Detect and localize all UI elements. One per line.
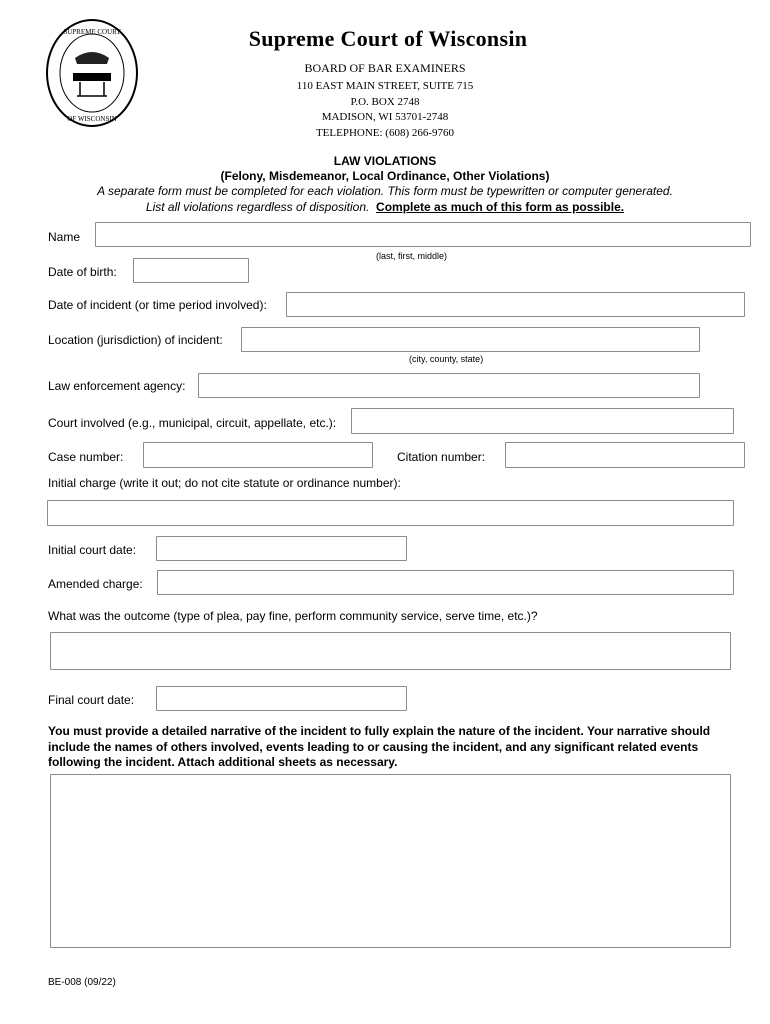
amended-charge-label: Amended charge:: [48, 577, 143, 591]
instruction-2-text: List all violations regardless of disposition.: [145, 200, 370, 214]
location-hint: (city, county, state): [409, 354, 484, 364]
initial-charge-label: Initial charge (write it out; do not cite statute or ordinance number):: [48, 476, 401, 490]
court-label: Court involved (e.g., municipal, circuit, appellate, etc.):: [48, 416, 337, 430]
incident-date-label: Date of incident (or time period involved):: [48, 298, 267, 312]
incident-date-input[interactable]: [286, 292, 745, 317]
dob-label: Date of birth:: [48, 265, 117, 279]
final-court-date-input[interactable]: [156, 686, 407, 711]
court-input[interactable]: [351, 408, 734, 434]
case-number-input[interactable]: [143, 442, 373, 468]
form-title: LAW VIOLATIONS: [333, 154, 437, 168]
initial-court-date-input[interactable]: [156, 536, 407, 561]
instruction-2-emphasis: Complete as much of this form as possible.: [376, 200, 625, 214]
citation-number-label: Citation number:: [397, 450, 486, 464]
court-name: Supreme Court of Wisconsin: [248, 26, 528, 51]
agency-input[interactable]: [198, 373, 700, 398]
form-subtitle: (Felony, Misdemeanor, Local Ordinance, Other Violations): [220, 169, 550, 183]
instruction-1: A separate form must be completed for each violation. This form must be typewritten or computer generated.: [97, 184, 673, 198]
svg-text:SUPREME COURT: SUPREME COURT: [63, 28, 121, 36]
citation-number-input[interactable]: [505, 442, 745, 468]
name-label: Name: [48, 230, 81, 244]
amended-charge-input[interactable]: [157, 570, 734, 595]
outcome-textarea[interactable]: [50, 632, 731, 670]
form-id: BE-008 (09/22): [48, 977, 116, 988]
location-label: Location (jurisdiction) of incident:: [48, 333, 223, 347]
initial-charge-input[interactable]: [47, 500, 734, 526]
svg-text:OF WISCONSIN: OF WISCONSIN: [67, 115, 117, 123]
name-input[interactable]: [95, 222, 751, 247]
narrative-textarea[interactable]: [50, 774, 731, 948]
address-line-3: MADISON, WI 53701-2748: [321, 111, 449, 123]
narrative-instructions: You must provide a detailed narrative of the incident to fully explain the nature of the incident. Your narrative should include the names of others involved, events leading to or causing the incident, and any significant related events following the incident. Attach additional sheets as necessary.: [48, 724, 711, 769]
address-line-2: P.O. BOX 2748: [350, 96, 420, 108]
agency-label: Law enforcement agency:: [48, 379, 186, 393]
address-line-1: 110 EAST MAIN STREET, SUITE 715: [296, 80, 474, 92]
location-input[interactable]: [241, 327, 700, 352]
name-hint: (last, first, middle): [376, 251, 448, 261]
case-number-label: Case number:: [48, 450, 124, 464]
initial-court-date-label: Initial court date:: [48, 543, 137, 557]
telephone: TELEPHONE: (608) 266-9760: [315, 127, 455, 139]
instruction-2: [0, 200, 770, 214]
final-court-date-label: Final court date:: [48, 693, 135, 707]
board-name: BOARD OF BAR EXAMINERS: [304, 61, 466, 75]
outcome-label: What was the outcome (type of plea, pay fine, perform community service, serve time, etc.)?: [48, 609, 538, 623]
dob-input[interactable]: [133, 258, 249, 283]
